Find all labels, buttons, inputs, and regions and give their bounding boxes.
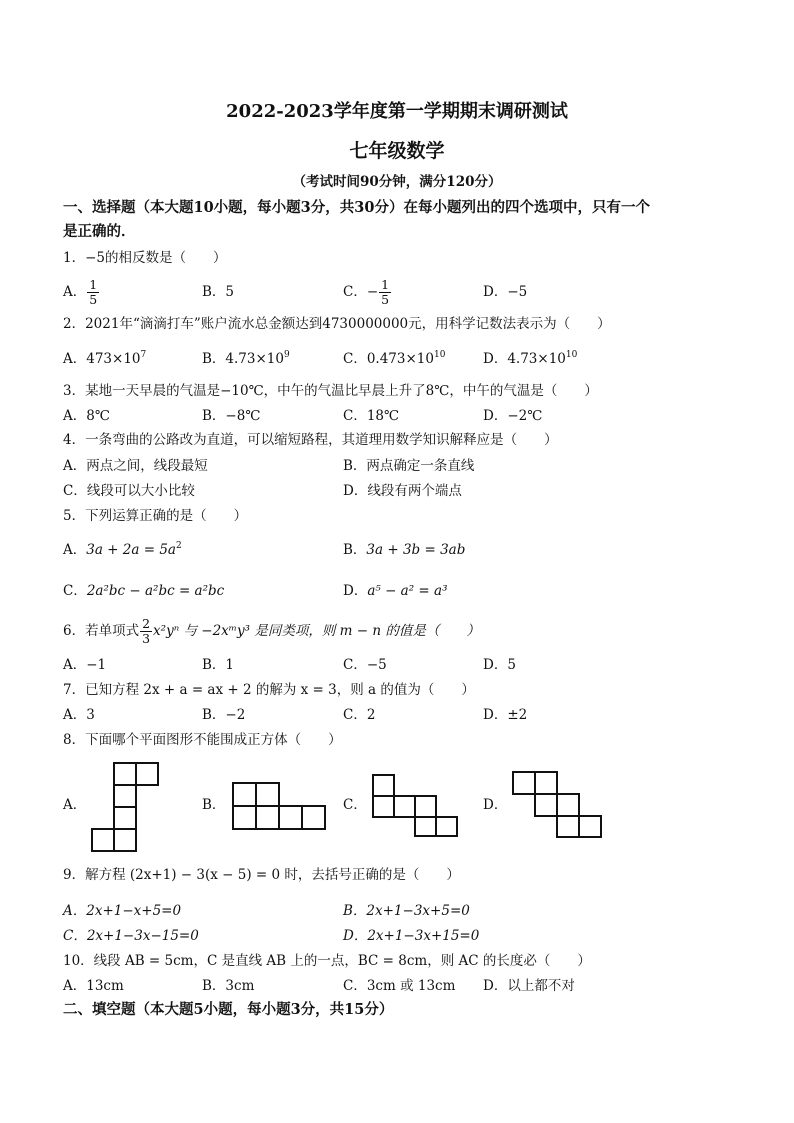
- q6-option-d: D．5: [483, 657, 516, 673]
- fraction-denominator: 5: [381, 292, 390, 307]
- fraction-numerator: 1: [89, 277, 98, 292]
- q1-option-a: [63, 274, 100, 310]
- option-label: C．: [63, 583, 87, 599]
- q10-stem: 10．线段 AB = 5cm，C 是直线 AB 上的一点，BC = 8cm，则 AC 的长度必（ ）: [63, 953, 591, 969]
- math-expression: 3a + 3b = 3ab: [366, 542, 466, 558]
- q1-stem: 1．−5的相反数是（ ）: [63, 250, 227, 266]
- q9-stem: 9．解方程 (2x+1) − 3(x − 5) = 0 时，去括号正确的是（ ）: [63, 867, 460, 883]
- q9-option-c: C．2x+1−3x−15=0: [63, 928, 199, 944]
- q2-option-a: [63, 350, 146, 368]
- fraction-numerator: 2: [142, 616, 151, 631]
- option-text: A．473×10: [63, 351, 141, 367]
- fraction-numerator: 1: [381, 277, 390, 292]
- fraction-denominator: 5: [89, 292, 98, 307]
- section2-heading: 二、填空题（本大题5小题，每小题3分，共15分）: [63, 1001, 394, 1018]
- q7-option-d: D．±2: [483, 707, 528, 723]
- q1-option-b: B．5: [202, 284, 235, 300]
- q2-option-c: [343, 350, 445, 368]
- q7-option-a: A．3: [63, 707, 95, 723]
- section1-heading: 一、选择题（本大题10小题，每小题3分，共30分）在每小题列出的四个选项中，只有一个: [63, 199, 650, 216]
- cube-net-d: [510, 769, 606, 839]
- q3-option-b: B．−8℃: [202, 408, 261, 424]
- q5-option-b: [343, 541, 465, 559]
- q10-option-d: D．以上都不对: [483, 978, 575, 994]
- stem-text: x²yⁿ 与 −2xᵐy³ 是同类项，则 m − n 的值是（ ）: [153, 623, 480, 639]
- q6-option-a: A．−1: [63, 657, 107, 673]
- stem-text: 6．若单项式: [63, 623, 140, 639]
- math-expression: a⁵ − a² = a³: [367, 583, 448, 599]
- exponent: 10: [433, 350, 446, 360]
- q9-option-b: B．2x+1−3x+5=0: [343, 903, 470, 919]
- q3-option-a: A．8℃: [63, 408, 110, 424]
- q3-option-c: C．18℃: [343, 408, 400, 424]
- exam-title: 2022-2023学年度第一学期期末调研测试: [226, 101, 568, 122]
- option-label: D．: [343, 583, 368, 599]
- q7-option-b: B．−2: [202, 707, 246, 723]
- exam-info: （考试时间90分钟，满分120分）: [292, 174, 502, 190]
- fraction-denominator: 3: [142, 631, 151, 646]
- q3-stem: 3．某地一天早晨的气温是−10℃，中午的气温比早晨上升了8℃，中午的气温是（ ）: [63, 383, 598, 399]
- q7-stem: 7．已知方程 2x + a = ax + 2 的解为 x = 3，则 a 的值为（ ）: [63, 682, 475, 698]
- option-text: B．4.73×10: [202, 351, 284, 367]
- q4-option-d: D．线段有两个端点: [343, 483, 462, 499]
- q8-option-b-label: B．: [202, 797, 226, 813]
- option-label: B．: [343, 542, 367, 558]
- q6-stem: [63, 613, 480, 649]
- q1-option-c: [343, 274, 392, 310]
- q5-option-a: [63, 541, 182, 559]
- option-label: A．: [63, 284, 87, 300]
- q8-option-d-label: D．: [483, 797, 508, 813]
- option-text: C．0.473×10: [343, 351, 434, 367]
- q8-stem: 8．下面哪个平面图形不能围成正方体（ ）: [63, 732, 342, 748]
- q10-option-c: C．3cm 或 13cm: [343, 978, 456, 994]
- q4-option-b: B．两点确定一条直线: [343, 458, 475, 474]
- option-text: D．4.73×10: [483, 351, 566, 367]
- q8-option-a-label: A．: [63, 797, 87, 813]
- q5-stem: 5．下列运算正确的是（ ）: [63, 508, 248, 524]
- q10-option-a: A．13cm: [63, 978, 124, 994]
- q4-option-a: A．两点之间，线段最短: [63, 458, 208, 474]
- exponent: 10: [565, 350, 578, 360]
- q5-option-d: [343, 582, 448, 600]
- q6-option-b: B．1: [202, 657, 235, 673]
- q2-stem: 2．2021年“滴滴打车”账户流水总金额达到4730000000元，用科学记数法表示为（ ）: [63, 316, 611, 332]
- cube-net-b: [230, 780, 330, 830]
- section1-heading-cont: 是正确的．: [63, 223, 136, 240]
- option-label: A．: [63, 542, 87, 558]
- q2-option-b: [202, 350, 290, 368]
- q2-option-d: [483, 350, 577, 368]
- q9-option-d: D．2x+1−3x+15=0: [343, 928, 480, 944]
- exam-subtitle: 七年级数学: [349, 140, 445, 162]
- fraction: [379, 278, 391, 307]
- math-expression: 3a + 2a = 5a: [86, 542, 176, 558]
- q4-option-c: C．线段可以大小比较: [63, 483, 195, 499]
- exponent: 9: [283, 350, 290, 360]
- q9-option-a: A．2x+1−x+5=0: [63, 903, 182, 919]
- math-expression: 2a²bc − a²bc = a²bc: [86, 583, 225, 599]
- cube-net-a: [88, 760, 162, 852]
- q1-option-d: D．−5: [483, 284, 528, 300]
- q8-option-c-label: C．: [343, 797, 367, 813]
- exponent: 2: [175, 541, 182, 551]
- q6-option-c: C．−5: [343, 657, 387, 673]
- option-label: C．−: [343, 284, 379, 300]
- cube-net-c: [370, 772, 462, 838]
- q7-option-c: C．2: [343, 707, 376, 723]
- q10-option-b: B．3cm: [202, 978, 255, 994]
- q5-option-c: [63, 582, 224, 600]
- fraction: [140, 617, 152, 646]
- q4-stem: 4．一条弯曲的公路改为直道，可以缩短路程，其道理用数学知识解释应是（ ）: [63, 432, 558, 448]
- q3-option-d: D．−2℃: [483, 408, 543, 424]
- fraction: [87, 278, 99, 307]
- exponent: 7: [140, 350, 147, 360]
